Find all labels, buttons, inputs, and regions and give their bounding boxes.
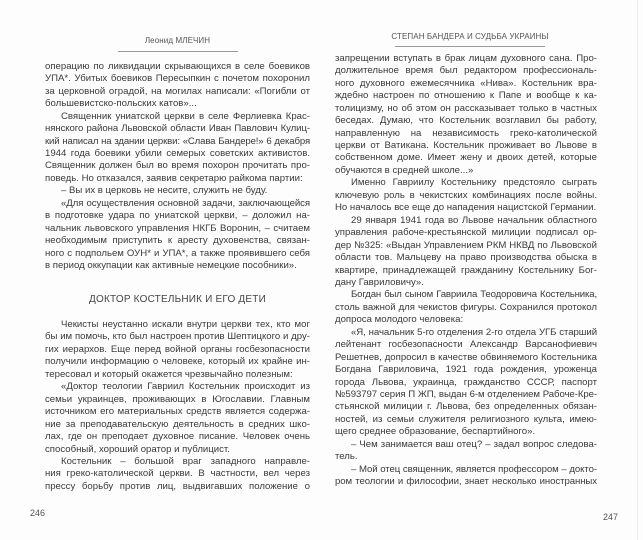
text-line: источником его материальных средств является содержа- [45, 406, 310, 418]
text-line: семьи украинцев, проживающих в Югославии. Главным [45, 393, 310, 405]
text-line: столь важной для чекистов фигуры. Сохранился протокол [335, 301, 597, 313]
text-line: церкви от Ватикана. Костельник проживает во Львове в [335, 139, 597, 151]
text-line: ностей, из семьи служителя религиозного культа, имею- [335, 413, 597, 425]
text-line: лейтенант госбезопасности Александр Варсанофиевич [335, 339, 597, 351]
text-line: Богдана Гавриловича, 1921 года рождения, уроженца [335, 364, 597, 376]
text-line: Костельник – большой враг западного направле- [61, 455, 310, 467]
text-line: должительное время был редактором профессиональ- [335, 65, 597, 77]
text-line: в подготовке удара по униатской церкви, – доложил на- [45, 210, 310, 222]
text-line: гих иерархов. Еще перед войной органы госбезопасности [45, 343, 310, 355]
text-line: «Доктор теологии Гавриил Костельник происходит из [61, 381, 310, 393]
text-line: кий написал на здании церкви: «Слава Бандере!» 6 декабря [45, 135, 310, 147]
text-line: ния греко-католической церкви. В частности, вел через [45, 468, 310, 480]
paragraph [45, 111, 310, 186]
text-line: 29 января 1941 года во Львове начальник областного [351, 214, 597, 226]
text-line: квартире, принадлежащей гражданину Костельнику Бог- [335, 264, 597, 276]
paragraph [335, 289, 597, 326]
paragraph [335, 439, 597, 464]
text-line: ключевую роль в чекистских комбинациях после войны. [335, 189, 597, 201]
text-line: беседах. Думаю, что Костельник возглавил бы работу, [335, 115, 597, 127]
text-line: за церковной оградой, на могилах написали: «Погибли от [45, 85, 310, 97]
text-line: «Я, начальник 5-го отделения 2-го отдела УГБ старший [351, 326, 597, 338]
paragraph [45, 198, 310, 273]
text-line: обучаются в средней школе...» [335, 164, 474, 176]
text-line: толицизму, но об этом он рассказывает только в частных [335, 102, 597, 114]
text-line: чальник львовского управления НКГБ Воронин, – считаем [45, 222, 310, 234]
text-line: щего среднее образование, беспартийного». [335, 426, 536, 438]
text-line: ного с подпольем ОУН* и УПА*, а также проявившего себя [45, 247, 310, 259]
text-line: Но началось все еще до нападения нацистской Германии. [335, 202, 597, 214]
text-line: Именно Гавриилу Костельнику предстояло сыграть [351, 177, 597, 189]
text-line: бы им помочь, кто был настроен против Шептицкого и дру- [45, 331, 310, 343]
text-line: тель. [335, 451, 358, 463]
text-line: ного духовного ежемесячника «Нива». Костельник вра- [335, 77, 597, 89]
text-line: в период оккупации как активные немецкие пособники». [45, 260, 297, 272]
section-heading: ДОКТОР КОСТЕЛЬНИК И ЕГО ДЕТИ [89, 294, 266, 305]
text-line: – Мой отец священник, является профессором – докто- [351, 463, 597, 475]
text-line: Священник униатской церкви в селе Ферлиевка Крас- [61, 110, 310, 122]
text-line: 1944 года боевики убили семерых советских активистов. [45, 147, 310, 159]
text-line: Священник должен был во время похорон прочитать про- [45, 160, 310, 172]
text-line: №593797 серия П ЖП, выдан 6-м отделением Рабоче-Кре- [335, 389, 597, 401]
text-line: получили информацию о человеке, который их крайне ин- [45, 356, 310, 368]
text-line: УПА*. Убитых боевиков Пересыпкин с почетом похоронил [45, 73, 310, 85]
text-line: запрещении вступать в брак лицам духовного сана. Про- [335, 52, 597, 64]
text-line: необходимым приступить к аресту духовенства, связан- [45, 235, 310, 247]
paragraph [335, 327, 597, 439]
page-number: 247 [603, 512, 619, 522]
text-line: Решетнев, допросил в качестве обвиняемого Костельника [335, 351, 597, 363]
text-line: поведь. Но отказался, заявив секретарю райкома партии: [45, 172, 303, 184]
text-line: города Львова, украинца, гражданство СССР, паспорт [335, 376, 597, 388]
text-line: управления рабоче-крестьянской милиции подписал ор- [335, 227, 597, 239]
text-line: Чекисты неустанно искали внутри церкви тех, кто мог [61, 319, 310, 330]
paragraph [335, 215, 597, 290]
page-edge [637, 0, 638, 540]
text-line: направленную на независимость греко-католической [335, 127, 597, 139]
text-line: дер №325: «Выдан Управлением РКМ НКВД по Львовской [335, 239, 597, 251]
running-header-book-title: СТЕПАН БАНДЕРА И СУДЬБА УКРАИНЫ [391, 32, 549, 41]
paragraph [45, 381, 310, 456]
text-line: прессу борьбу против лиц, выдвигавших положение о [45, 480, 310, 492]
paragraph [45, 61, 310, 111]
paragraph [45, 319, 310, 381]
text-line: ром теологии и философии, знает несколько иностранных [335, 476, 597, 488]
text-line: – Чем занимается ваш отец? – задал вопрос следова- [351, 438, 597, 450]
text-line: лах, где он преподает духовное писание. Человек очень [45, 431, 310, 443]
text-line: Богдан был сыном Гавриила Теодоровича Костельника, [351, 289, 597, 301]
paragraph [45, 185, 310, 197]
text-line: стьянской милиции г. Львова, без определенных обязан- [335, 401, 597, 413]
text-line: собственном доме. Имеет жену и двоих детей, которые [335, 152, 597, 164]
right-page-body [335, 53, 597, 489]
text-line: способный, хороший оратор и публицист. [45, 443, 230, 455]
text-line: – Вы их в церковь не несите, служить не буду. [61, 185, 268, 197]
text-line: большевистско-польских катов»... [45, 98, 197, 110]
header-rule [118, 51, 238, 52]
page-number: 246 [30, 508, 46, 518]
paragraph [335, 177, 597, 214]
text-line: операцию по ликвидации скрывающихся в селе боевиков [45, 60, 310, 72]
header-rule [395, 46, 545, 47]
left-page-body [45, 61, 310, 494]
text-line: области тов. Мальцеву на право производства обыска в [335, 252, 597, 264]
paragraph [45, 456, 310, 493]
text-line: нянского района Львовской области Иван Павлович Кулиц- [45, 123, 310, 135]
text-line: тересовал и который окажется чрезвычайно полезным: [45, 368, 293, 380]
text-line: «Для осуществления основной задачи, заключающейся [61, 197, 310, 209]
text-line: ние за преподавательскую деятельность в средних шко- [45, 418, 310, 430]
text-line: дану Гавриловичу». [335, 276, 424, 288]
paragraph [335, 53, 597, 178]
text-line: допроса молодого человека: [335, 314, 464, 326]
text-line: ждебно настроен по отношению к Папе и вообще к ка- [335, 90, 597, 102]
running-header-author: Леонид МЛЕЧИН [144, 36, 211, 45]
paragraph [335, 464, 597, 489]
